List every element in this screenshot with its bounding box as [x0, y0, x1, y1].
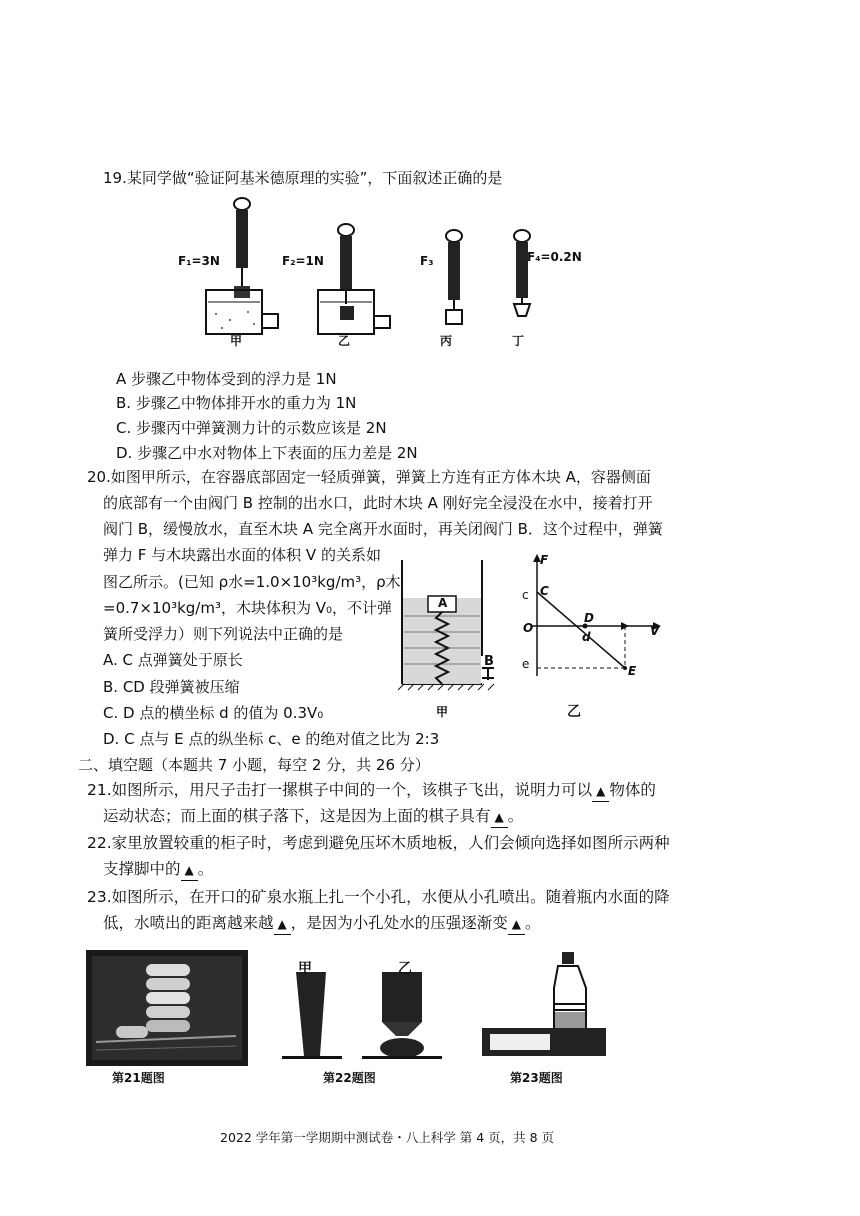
q22-blank[interactable]: ▲ — [181, 859, 198, 881]
origin-label: O — [523, 621, 534, 635]
q20-line-6: =0.7×10³kg/m³，木块体积为 V₀，不计弹 — [103, 599, 393, 617]
spring-scale-bing — [446, 230, 462, 324]
q22-line-1: 22.家里放置较重的柜子时，考虑到避免压坏木质地板，人们会倾向选择如图所示两种 — [87, 834, 670, 852]
q19-option-a: A 步骤乙中物体受到的浮力是 1N — [116, 370, 337, 388]
q20-option-a: A. C 点弹簧处于原长 — [103, 651, 243, 669]
q23-text-2b: ，是因为小孔处水的压强逐渐变 — [290, 914, 508, 932]
q20-fig-jia — [398, 556, 508, 696]
label-f3: F₃ — [420, 254, 434, 268]
spring-scale-yi — [318, 224, 390, 334]
q23-line-1: 23.如图所示，在开口的矿泉水瓶上扎一个小孔，水便从小孔喷出。随着瓶内水面的降 — [87, 888, 670, 906]
axis-f-label: F — [540, 553, 549, 567]
fig-22-jia-label: 甲 — [298, 961, 312, 977]
q20-line-7: 簧所受浮力）则下列说法中正确的是 — [103, 625, 344, 643]
fig-23-bottle — [474, 948, 610, 1066]
q22-text-2a: 支撑脚中的 — [103, 860, 181, 878]
q22-line-2 — [103, 859, 213, 881]
q20-option-c: C. D 点的横坐标 d 的值为 0.3V₀ — [103, 704, 324, 722]
q20-line-4: 弹力 F 与木块露出水面的体积 V 的关系如 — [103, 546, 381, 564]
q21-text-1b: 物体的 — [609, 781, 656, 799]
label-f2: F₂=1N — [282, 254, 324, 268]
q19-stem: 19.某同学做“验证阿基米德原理的实验”，下面叙述正确的是 — [103, 169, 503, 187]
point-e-label: E — [628, 664, 637, 678]
q21-blank-1[interactable]: ▲ — [592, 780, 609, 802]
point-d-label: D — [584, 611, 594, 625]
q21-text-2b: 。 — [507, 807, 524, 825]
block-a-label: A — [438, 596, 448, 610]
q20-line-1: 20.如图甲所示，在容器底部固定一轻质弹簧，弹簧上方连有正方体木块 A，容器侧面 — [87, 468, 651, 486]
c-label: c — [522, 588, 529, 602]
q23-text-2c: 。 — [525, 914, 541, 932]
section-2-heading: 二、填空题（本题共 7 小题，每空 2 分，共 26 分） — [78, 756, 430, 774]
q21-blank-2[interactable]: ▲ — [491, 806, 508, 828]
q21-text-2a: 运动状态；而上面的棋子落下，这是因为上面的棋子具有 — [103, 807, 491, 825]
step-bing: 丙 — [440, 334, 453, 348]
fig-23-caption: 第23题图 — [510, 1071, 563, 1085]
q20-line-5: 图乙所示。(已知 ρ水=1.0×10³kg/m³，ρ木 — [103, 573, 401, 591]
q22-text-2b: 。 — [197, 860, 214, 878]
q21-text-1a: 21.如图所示，用尺子击打一摞棋子中间的一个，该棋子飞出，说明力可以 — [87, 781, 593, 799]
q21-line-2 — [103, 806, 523, 828]
fig-jia-caption: 甲 — [436, 705, 449, 719]
point-c-label: C — [540, 584, 549, 598]
axis-v-label: V — [650, 624, 660, 638]
q23-text-2a: 低，水喷出的距离越来越 — [103, 914, 274, 932]
fig-21-photo — [86, 950, 248, 1066]
fig-22-yi-label: 乙 — [398, 961, 412, 977]
q20-option-b: B. CD 段弹簧被压缩 — [103, 678, 240, 696]
fig-21-caption: 第21题图 — [112, 1071, 165, 1085]
step-ding: 丁 — [512, 334, 525, 348]
fig-22-caption: 第22题图 — [323, 1071, 376, 1085]
step-yi: 乙 — [338, 334, 351, 348]
spring-scale-ding — [514, 230, 530, 316]
d-label: d — [582, 630, 591, 644]
valve-b-label: B — [484, 654, 494, 669]
q21-line-1 — [87, 780, 656, 802]
q20-option-d: D. C 点与 E 点的纵坐标 c、e 的绝对值之比为 2:3 — [103, 730, 440, 748]
page-footer: 2022 学年第一学期期中测试卷・八上科学 第 4 页，共 8 页 — [220, 1130, 555, 1145]
fig-22-supports — [282, 970, 442, 1066]
q23-line-2 — [103, 913, 541, 935]
q20-line-2: 的底部有一个由阀门 B 控制的出水口，此时木块 A 刚好完全浸没在水中，接着打开 — [103, 494, 653, 512]
q19-option-d: D. 步骤乙中水对物体上下表面的压力差是 2N — [116, 444, 418, 462]
q19-option-b: B. 步骤乙中物体排开水的重力为 1N — [116, 394, 357, 412]
fig-yi-caption: 乙 — [567, 704, 581, 720]
label-f1: F₁=3N — [178, 254, 220, 268]
q23-blank-1[interactable]: ▲ — [274, 913, 291, 935]
q20-line-3: 阀门 B，缓慢放水，直至木块 A 完全离开水面时，再关闭阀门 B．这个过程中，弹簧 — [103, 520, 663, 538]
q19-option-c: C. 步骤丙中弹簧测力计的示数应该是 2N — [116, 419, 387, 437]
q23-blank-2[interactable]: ▲ — [508, 913, 525, 935]
step-jia: 甲 — [230, 334, 243, 348]
q19-figure — [170, 190, 620, 350]
e-label: e — [522, 657, 530, 671]
label-f4: F₄=0.2N — [527, 250, 582, 264]
